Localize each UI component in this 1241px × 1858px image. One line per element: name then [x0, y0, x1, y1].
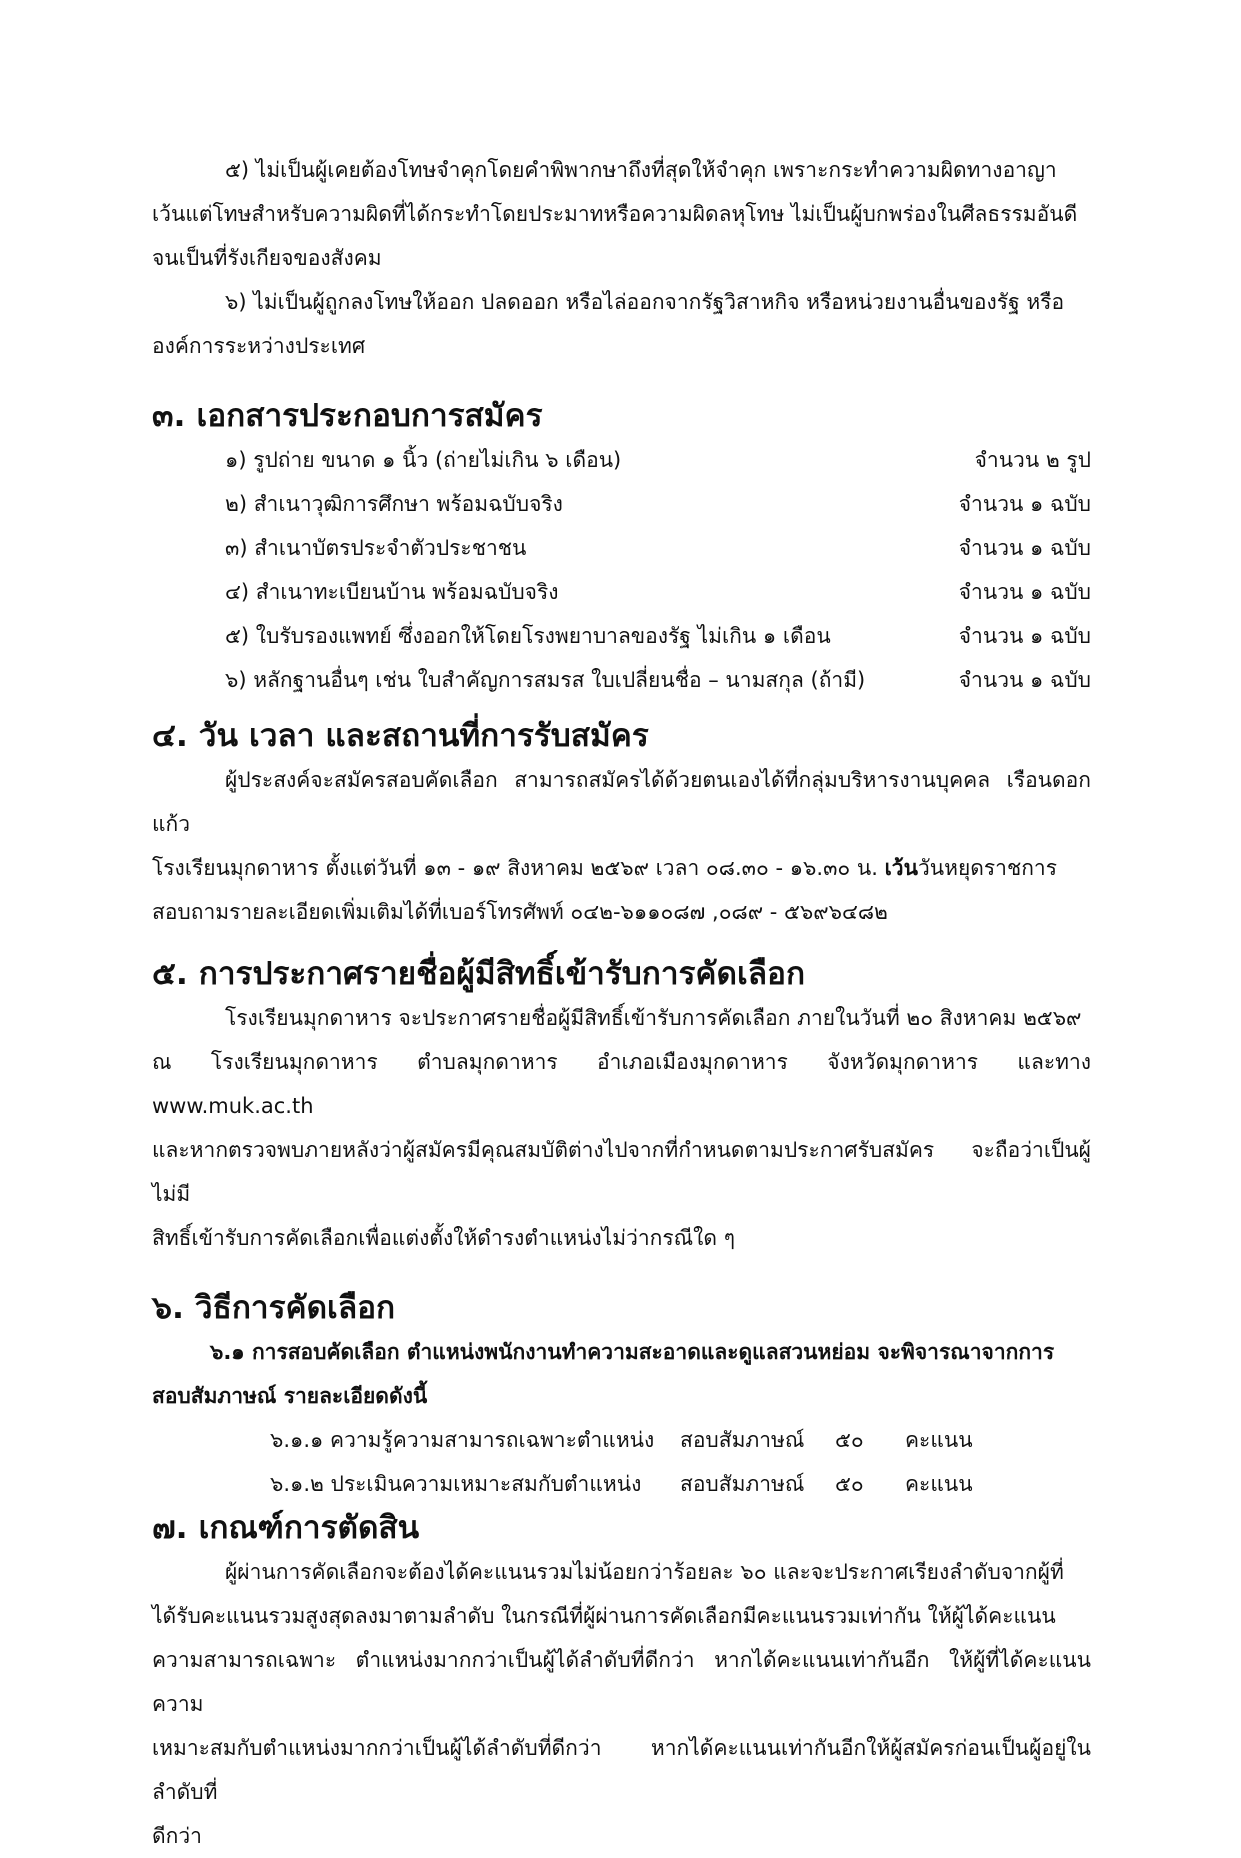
section-6-heading: ๖. วิธีการคัดเลือก: [152, 1290, 396, 1326]
document-label: ๖) หลักฐานอื่นๆ เช่น ใบสำคัญการสมรส ใบเปลี่ยนชื่อ – นามสกุล (ถ้ามี): [225, 668, 866, 692]
section-7-line-3: ความสามารถเฉพาะ ตำแหน่งมากกว่าเป็นผู้ได้ลำดับที่ดีกว่า หากได้คะแนนเท่ากันอีก ให้ผู้ที่ได้คะแนนความ: [152, 1648, 1091, 1716]
qualification-item-5: [152, 148, 1091, 280]
section-7-line-2: ได้รับคะแนนรวมสูงสุดลงมาตามลำดับ ในกรณีที่ผู้ผ่านการคัดเลือกมีคะแนนรวมเท่ากัน ให้ผู้ได้คะแนน: [152, 1604, 1056, 1628]
list-item: [152, 526, 1091, 570]
section-judging-criteria: [152, 1506, 1091, 1858]
document-page: [152, 148, 1091, 1858]
section-7-heading: ๗. เกณฑ์การตัดสิน: [152, 1510, 420, 1546]
section-4-line-1: ผู้ประสงค์จะสมัครสอบคัดเลือก สามารถสมัครได้ด้วยตนเองได้ที่กลุ่มบริหารงานบุคคล เรือนดอกแก้ว: [152, 768, 1091, 836]
document-label: ๑) รูปถ่าย ขนาด ๑ นิ้ว (ถ่ายไม่เกิน ๖ เดือน): [225, 448, 622, 472]
document-label: ๕) ใบรับรองแพทย์ ซึ่งออกให้โดยโรงพยาบาลของรัฐ ไม่เกิน ๑ เดือน: [225, 624, 831, 648]
criterion-method: สอบสัมภาษณ์: [680, 1428, 805, 1452]
section-4-heading: ๔. วัน เวลา และสถานที่การรับสมัคร: [152, 718, 649, 754]
section-documents: [152, 394, 1091, 702]
document-label: ๒) สำเนาวุฒิการศึกษา พร้อมฉบับจริง: [225, 492, 563, 516]
section-6-1-line-2: สอบสัมภาษณ์ รายละเอียดดังนี้: [152, 1384, 428, 1408]
document-label: ๓) สำเนาบัตรประจำตัวประชาชน: [225, 536, 527, 560]
document-quantity: จำนวน ๒ รูป: [974, 448, 1091, 472]
section-7-line-1: ผู้ผ่านการคัดเลือกจะต้องได้คะแนนรวมไม่น้อยกว่าร้อยละ ๖๐ และจะประกาศเรียงลำดับจากผู้ที่: [225, 1560, 1064, 1584]
section-4-line-2-post: วันหยุดราชการ: [917, 856, 1057, 880]
section-5-heading: ๕. การประกาศรายชื่อผู้มีสิทธิ์เข้ารับการคัดเลือก: [152, 956, 806, 992]
document-quantity: จำนวน ๑ ฉบับ: [958, 624, 1091, 648]
criterion-unit: คะแนน: [905, 1472, 973, 1496]
document-quantity: จำนวน ๑ ฉบับ: [958, 492, 1091, 516]
section-5-line-1: โรงเรียนมุกดาหาร จะประกาศรายชื่อผู้มีสิทธิ์เข้ารับการคัดเลือก ภายในวันที่ ๒๐ สิงหาคม ๒๕๖๙: [225, 1006, 1082, 1030]
section-4-line-2-bold: เว้น: [884, 856, 918, 880]
list-item: [152, 614, 1091, 658]
qualification-5-line-1: ๕) ไม่เป็นผู้เคยต้องโทษจำคุกโดยคำพิพากษาถึงที่สุดให้จำคุก เพราะกระทำความผิดทางอาญา: [225, 158, 1057, 182]
section-application-schedule: [152, 714, 1091, 934]
document-list: [152, 438, 1091, 702]
table-row: [152, 1418, 1091, 1462]
list-item: [152, 482, 1091, 526]
qualification-5-line-3: จนเป็นที่รังเกียจของสังคม: [152, 246, 382, 270]
section-5-line-3: และหากตรวจพบภายหลังว่าผู้สมัครมีคุณสมบัติต่างไปจากที่กำหนดตามประกาศรับสมัคร จะถือว่าเป็นผู้ไม่มี: [152, 1138, 1091, 1206]
section-3-heading: ๓. เอกสารประกอบการสมัคร: [152, 398, 543, 434]
qualifications-continued: [152, 148, 1091, 368]
document-label: ๔) สำเนาทะเบียนบ้าน พร้อมฉบับจริง: [225, 580, 559, 604]
table-row: [152, 1462, 1091, 1506]
section-4-body: [152, 758, 1091, 934]
criterion-label: ๖.๑.๑ ความรู้ความสามารถเฉพาะตำแหน่ง: [270, 1428, 655, 1452]
section-6-1-heading: [152, 1330, 1091, 1418]
section-5-body: [152, 996, 1091, 1260]
document-quantity: จำนวน ๑ ฉบับ: [958, 536, 1091, 560]
qualification-5-line-2: เว้นแต่โทษสำหรับความผิดที่ได้กระทำโดยประมาทหรือความผิดลหุโทษ ไม่เป็นผู้บกพร่องในศีลธรรมอันดี: [152, 202, 1078, 226]
list-item: [152, 570, 1091, 614]
document-quantity: จำนวน ๑ ฉบับ: [958, 668, 1091, 692]
qualification-item-6: [152, 280, 1091, 368]
criterion-points: ๕๐: [835, 1472, 864, 1496]
list-item: [152, 658, 1091, 702]
criterion-method: สอบสัมภาษณ์: [680, 1472, 805, 1496]
section-7-body: [152, 1550, 1091, 1858]
qualification-6-line-1: ๖) ไม่เป็นผู้ถูกลงโทษให้ออก ปลดออก หรือไล่ออกจากรัฐวิสาหกิจ หรือหน่วยงานอื่นของรัฐ หรือ: [225, 290, 1065, 314]
criterion-label: ๖.๑.๒ ประเมินความเหมาะสมกับตำแหน่ง: [270, 1472, 642, 1496]
section-candidate-announcement: [152, 952, 1091, 1260]
section-5-line-4: สิทธิ์เข้ารับการคัดเลือกเพื่อแต่งตั้งให้ดำรงตำแหน่งไม่ว่ากรณีใด ๆ: [152, 1226, 735, 1250]
qualification-6-line-2: องค์การระหว่างประเทศ: [152, 334, 366, 358]
section-7-line-5: ดีกว่า: [152, 1824, 202, 1848]
criterion-points: ๕๐: [835, 1428, 864, 1452]
section-4-line-3: สอบถามรายละเอียดเพิ่มเติมได้ที่เบอร์โทรศัพท์ ๐๔๒-๖๑๑๐๘๗ ,๐๘๙ - ๕๖๙๖๔๘๒: [152, 900, 888, 924]
section-selection-method: [152, 1286, 1091, 1506]
section-6-1-line-1: ๖.๑ การสอบคัดเลือก ตำแหน่งพนักงานทำความสะอาดและดูแลสวนหย่อม จะพิจารณาจากการ: [210, 1340, 1055, 1364]
list-item: [152, 438, 1091, 482]
criterion-unit: คะแนน: [905, 1428, 973, 1452]
criteria-table: [152, 1418, 1091, 1506]
section-5-line-2: ณ โรงเรียนมุกดาหาร ตำบลมุกดาหาร อำเภอเมืองมุกดาหาร จังหวัดมุกดาหาร และทาง www.muk.ac.th: [152, 1050, 1091, 1118]
document-quantity: จำนวน ๑ ฉบับ: [958, 580, 1091, 604]
section-7-line-4: เหมาะสมกับตำแหน่งมากกว่าเป็นผู้ได้ลำดับที่ดีกว่า หากได้คะแนนเท่ากันอีกให้ผู้สมัครก่อนเป็นผู้อยู่ในลำดับที่: [152, 1736, 1091, 1804]
section-4-line-2-pre: โรงเรียนมุกดาหาร ตั้งแต่วันที่ ๑๓ - ๑๙ สิงหาคม ๒๕๖๙ เวลา ๐๘.๓๐ - ๑๖.๓๐ น.: [152, 856, 885, 880]
